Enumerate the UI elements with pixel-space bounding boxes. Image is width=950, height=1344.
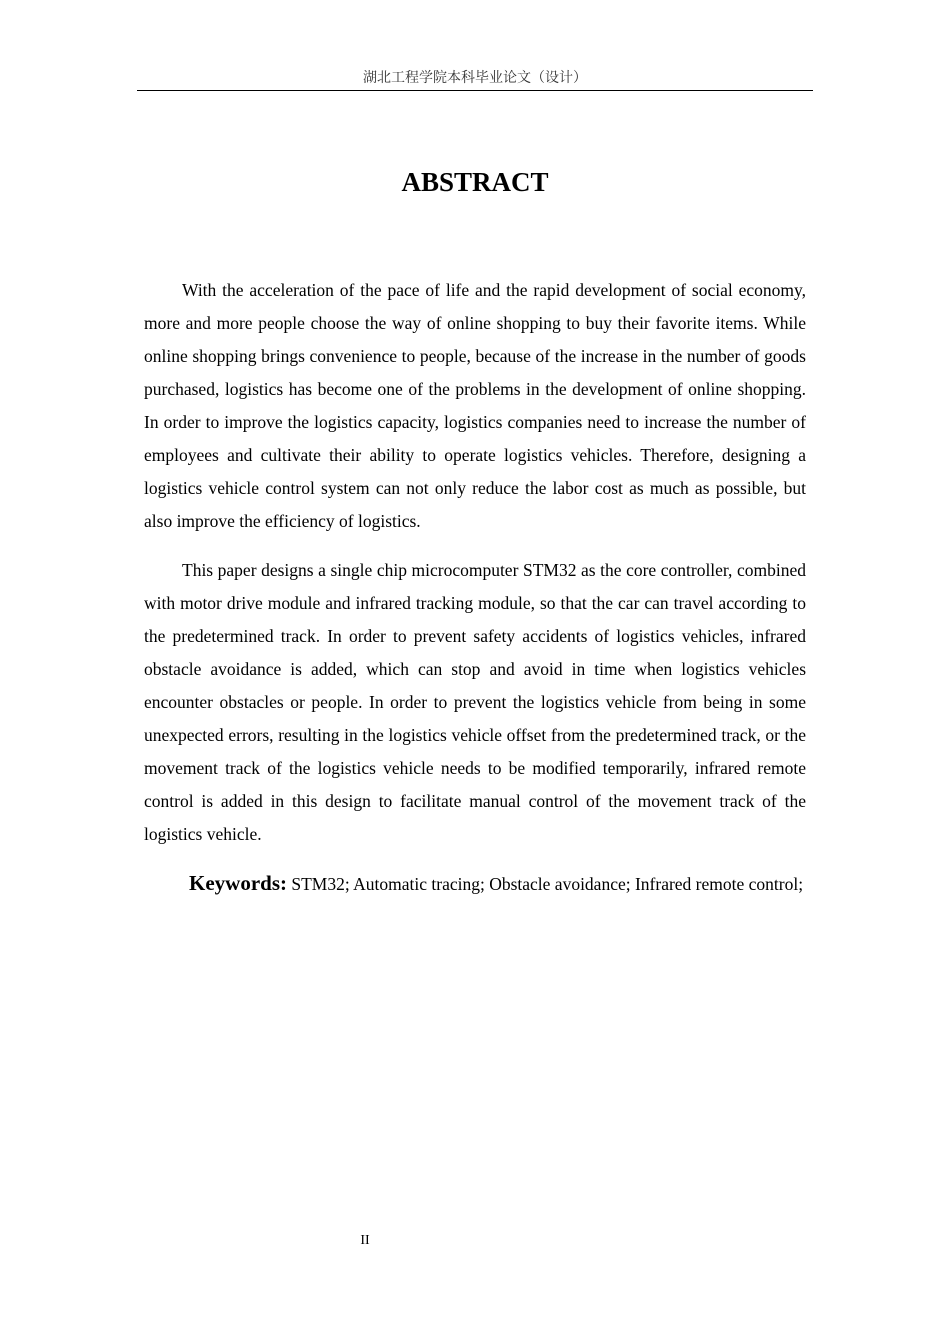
abstract-paragraph-1: With the acceleration of the pace of life and the rapid development of social economy, more and more people choose the way of online shopping to buy their favorite items. While online shopping brings convenience to people, because of the increase in the number of goods purchased, logistics has become one of the problems in the development of online shopping. In order to improve the logistics capacity, logistics companies need to increase the number of employees and cultivate their ability to operate logistics vehicles. Therefore, designing a logistics vehicle control system can not only reduce the labor cost as much as possible, but also improve the efficiency of logistics. — [144, 280, 806, 531]
abstract-paragraph-2: This paper designs a single chip microcomputer STM32 as the core controller, combined with motor drive module and infrared tracking module, so that the car can travel according to the predetermined track. In order to prevent safety accidents of logistics vehicles, infrared obstacle avoidance is added, which can stop and avoid in time when logistics vehicles encounter obstacles or people. In order to prevent the logistics vehicle from being in some unexpected errors, resulting in the logistics vehicle offset from the predetermined track, or the movement track of the logistics vehicle needs to be modified temporarily, infrared remote control is added in this design to facilitate manual control of the movement track of the logistics vehicle. — [144, 560, 806, 844]
page-number: II — [360, 1233, 370, 1248]
running-header-text: 湖北工程学院本科毕业论文（设计） — [363, 70, 587, 86]
abstract-title: ABSTRACT — [401, 167, 549, 197]
keywords-label: Keywords: — [189, 871, 287, 895]
abstract-body — [144, 274, 806, 901]
keywords-line — [144, 867, 806, 901]
keywords-text: STM32; Automatic tracing; Obstacle avoidance; Infrared remote control; — [287, 874, 804, 894]
running-header — [137, 68, 813, 91]
